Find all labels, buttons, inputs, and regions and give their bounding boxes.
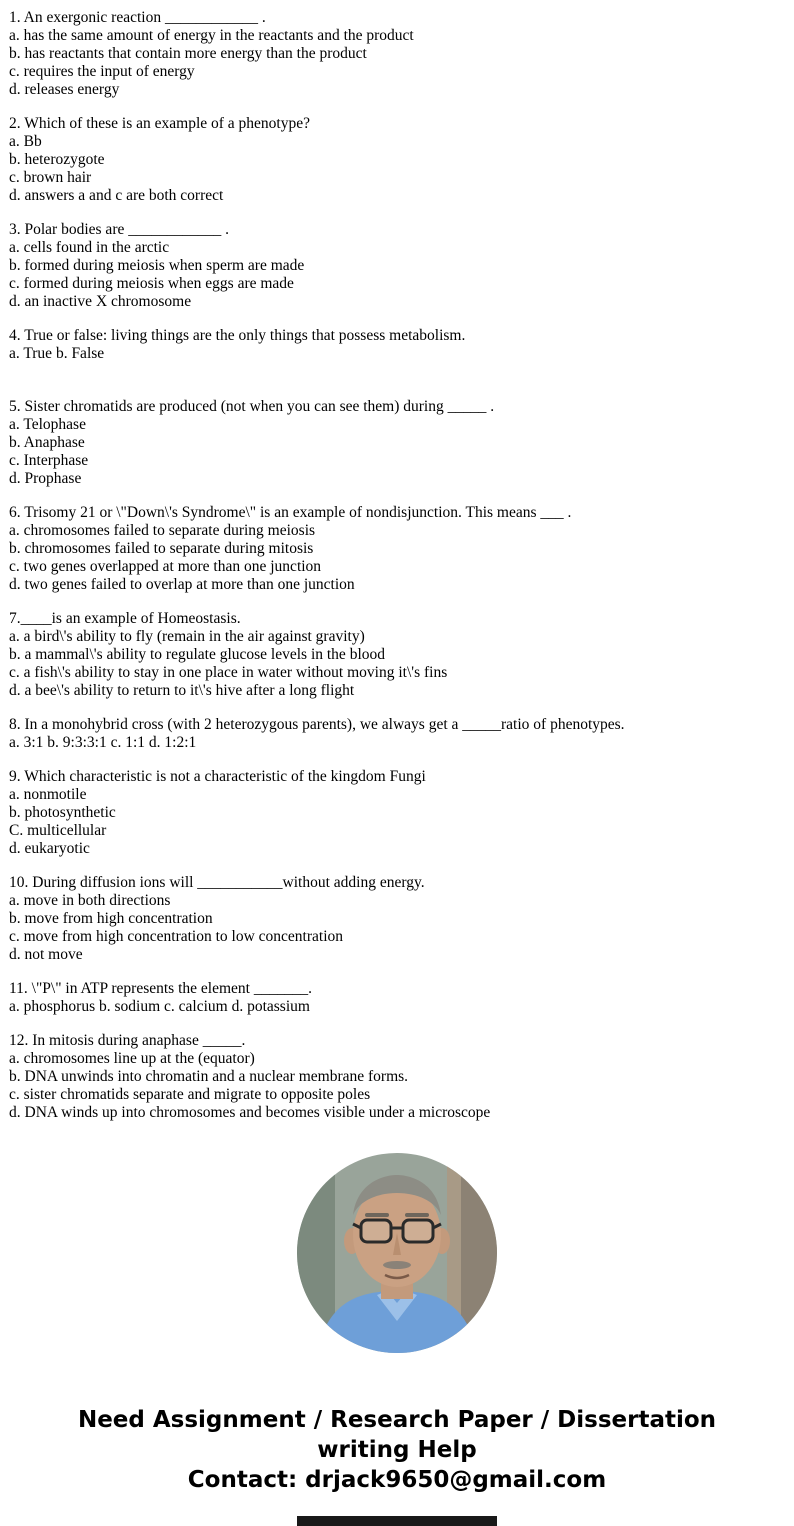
option-line: a. Bb: [9, 133, 42, 150]
option-line: b. heterozygote: [9, 151, 105, 168]
option-line: a. cells found in the arctic: [9, 239, 170, 256]
option-line: b. move from high concentration: [9, 910, 213, 927]
option-line: c. formed during meiosis when eggs are made: [9, 275, 294, 292]
question-block: [9, 504, 782, 594]
option-line: c. sister chromatids separate and migrate to opposite poles: [9, 1086, 371, 1103]
option-line: d. eukaryotic: [9, 840, 90, 857]
question-block: [9, 1032, 782, 1122]
question-block: [9, 115, 782, 205]
option-line: d. two genes failed to overlap at more than one junction: [9, 576, 355, 593]
option-line: a. Telophase: [9, 416, 86, 433]
option-line: c. two genes overlapped at more than one junction: [9, 558, 322, 575]
question-text: 1. An exergonic reaction ____________ .: [9, 9, 266, 26]
option-line: d. Prophase: [9, 470, 82, 487]
option-line: b. DNA unwinds into chromatin and a nuclear membrane forms.: [9, 1068, 409, 1085]
option-line: b. photosynthetic: [9, 804, 116, 821]
option-line: b. formed during meiosis when sperm are made: [9, 257, 305, 274]
question-text: 12. In mitosis during anaphase _____.: [9, 1032, 246, 1049]
question-block: [9, 9, 782, 99]
footer-contact: Contact: drjack9650@gmail.com: [187, 1467, 607, 1493]
option-line: c. Interphase: [9, 452, 89, 469]
option-line: a. chromosomes failed to separate during meiosis: [9, 522, 316, 539]
question-block: [9, 874, 782, 964]
question-block: [9, 716, 782, 752]
option-line: c. brown hair: [9, 169, 92, 186]
question-text: 11. \"P\" in ATP represents the element _______.: [9, 980, 312, 997]
option-line: b. Anaphase: [9, 434, 85, 451]
option-line: C. multicellular: [9, 822, 107, 839]
question-text: 10. During diffusion ions will ___________without adding energy.: [9, 874, 425, 891]
option-line: a. has the same amount of energy in the reactants and the product: [9, 27, 414, 44]
option-line: a. chromosomes line up at the (equator): [9, 1050, 255, 1067]
option-line: a. True b. False: [9, 345, 105, 362]
question-text: 6. Trisomy 21 or \"Down\'s Syndrome\" is an example of nondisjunction. This means ___ .: [9, 504, 572, 521]
option-line: a. move in both directions: [9, 892, 171, 909]
option-line: d. not move: [9, 946, 83, 963]
option-line: a. 3:1 b. 9:3:3:1 c. 1:1 d. 1:2:1: [9, 734, 197, 751]
option-line: a. a bird\'s ability to fly (remain in the air against gravity): [9, 628, 365, 645]
question-text: 3. Polar bodies are ____________ .: [9, 221, 229, 238]
option-line: d. releases energy: [9, 81, 120, 98]
option-line: a. phosphorus b. sodium c. calcium d. potassium: [9, 998, 310, 1015]
question-text: 8. In a monohybrid cross (with 2 heterozygous parents), we always get a _____ratio of phenotypes.: [9, 716, 625, 733]
question-text: 2. Which of these is an example of a phenotype?: [9, 115, 311, 132]
option-line: c. requires the input of energy: [9, 63, 195, 80]
option-line: d. answers a and c are both correct: [9, 187, 224, 204]
option-line: a. nonmotile: [9, 786, 87, 803]
option-line: d. a bee\'s ability to return to it\'s hive after a long flight: [9, 682, 355, 699]
footer-heading: Need Assignment / Research Paper / Dissertation writing Help: [77, 1407, 717, 1463]
question-text: 9. Which characteristic is not a characteristic of the kingdom Fungi: [9, 768, 426, 785]
option-line: b. a mammal\'s ability to regulate glucose levels in the blood: [9, 646, 385, 663]
question-block: [9, 768, 782, 858]
question-block: [9, 398, 782, 488]
option-line: b. has reactants that contain more energy than the product: [9, 45, 367, 62]
question-block: [9, 980, 782, 1016]
question-text: 5. Sister chromatids are produced (not when you can see them) during _____ .: [9, 398, 495, 415]
option-line: d. DNA winds up into chromosomes and becomes visible under a microscope: [9, 1104, 491, 1121]
question-text: 4. True or false: living things are the only things that possess metabolism.: [9, 327, 466, 344]
option-line: b. chromosomes failed to separate during mitosis: [9, 540, 314, 557]
option-line: c. a fish\'s ability to stay in one place in water without moving it\'s fins: [9, 664, 448, 681]
photo-container: [0, 1153, 794, 1353]
tutor-photo: [297, 1153, 497, 1353]
question-block: [9, 221, 782, 311]
option-line: c. move from high concentration to low concentration: [9, 928, 344, 945]
option-line: d. an inactive X chromosome: [9, 293, 192, 310]
question-block: [9, 610, 782, 700]
question-text: 7.____is an example of Homeostasis.: [9, 610, 241, 627]
bottom-bar: [297, 1516, 497, 1526]
footer: [0, 1405, 794, 1495]
question-block: [9, 327, 782, 363]
